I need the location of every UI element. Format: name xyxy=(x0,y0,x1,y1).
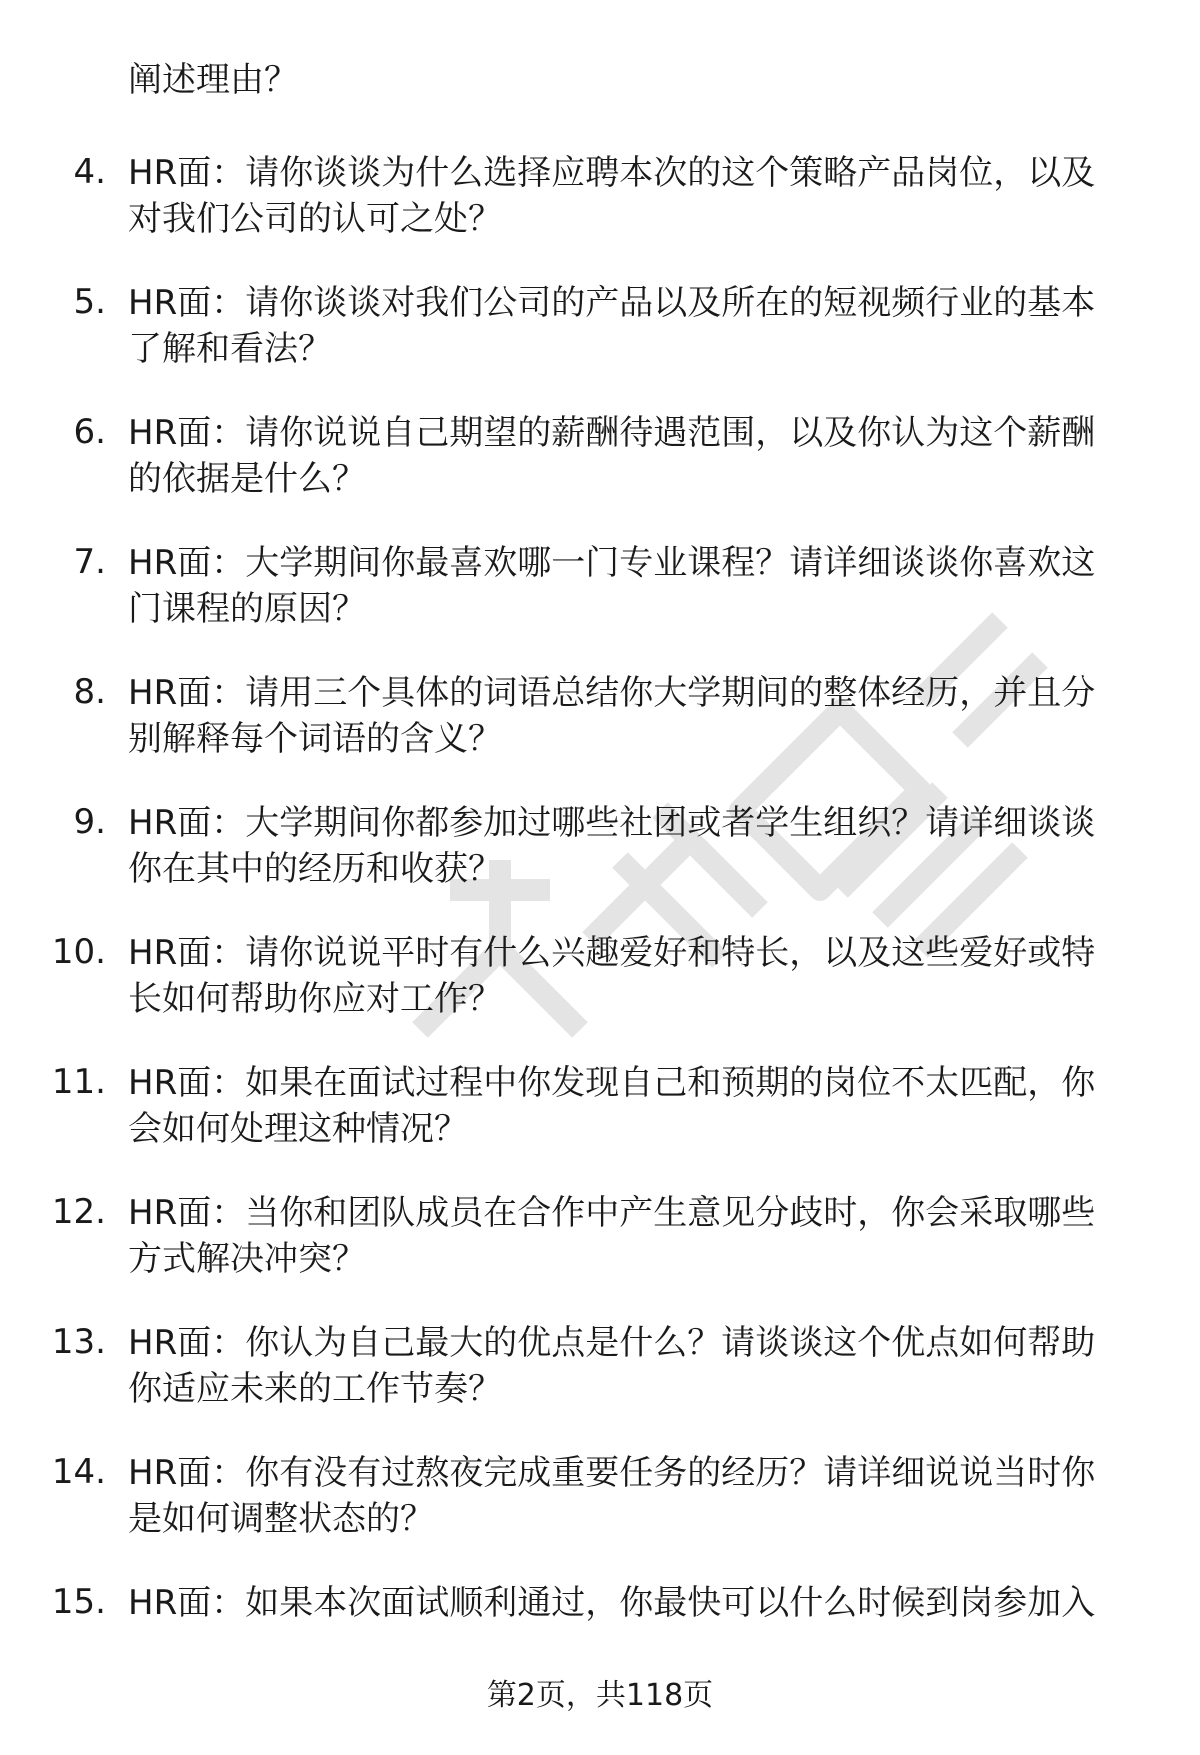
question-item xyxy=(0,800,1200,930)
question-line: 了解和看法？ xyxy=(128,329,332,369)
question-line: HR面：当你和团队成员在合作中产生意见分歧时，你会采取哪些 xyxy=(128,1193,1096,1233)
question-item xyxy=(0,1190,1200,1320)
question-item xyxy=(0,930,1200,1060)
question-item xyxy=(0,280,1200,410)
question-line: 门课程的原因？ xyxy=(128,589,366,629)
question-item xyxy=(0,540,1200,670)
question-line: HR面：请你谈谈对我们公司的产品以及所在的短视频行业的基本 xyxy=(128,283,1096,323)
question-line: HR面：如果本次面试顺利通过，你最快可以什么时候到岗参加入 xyxy=(128,1583,1096,1623)
question-line: 你适应未来的工作节奏？ xyxy=(128,1369,502,1409)
question-text xyxy=(128,1190,1148,1282)
question-line: 别解释每个词语的含义？ xyxy=(128,719,502,759)
question-text xyxy=(128,1450,1148,1542)
question-text xyxy=(128,930,1148,1022)
question-line: HR面：大学期间你都参加过哪些社团或者学生组织？请详细谈谈 xyxy=(128,803,1096,843)
question-number: 10. xyxy=(51,932,106,972)
question-item xyxy=(0,410,1200,540)
question-line: 对我们公司的认可之处？ xyxy=(128,199,502,239)
question-line: HR面：请你谈谈为什么选择应聘本次的这个策略产品岗位，以及 xyxy=(128,153,1096,193)
question-text xyxy=(128,150,1148,242)
page-footer: 第2页，共118页 xyxy=(486,1678,714,1713)
question-item xyxy=(0,1320,1200,1450)
question-line: 的依据是什么？ xyxy=(128,459,366,499)
question-item xyxy=(0,1450,1200,1580)
question-number: 12. xyxy=(51,1192,106,1232)
question-line: HR面：请你说说自己期望的薪酬待遇范围，以及你认为这个薪酬 xyxy=(128,413,1096,453)
question-text xyxy=(128,800,1148,892)
question-line: HR面：请你说说平时有什么兴趣爱好和特长，以及这些爱好或特 xyxy=(128,933,1096,973)
question-text xyxy=(128,540,1148,632)
question-number: 14. xyxy=(51,1452,106,1492)
question-line: 长如何帮助你应对工作？ xyxy=(128,979,502,1019)
question-text xyxy=(128,670,1148,762)
question-number: 15. xyxy=(51,1582,106,1622)
question-line: 会如何处理这种情况？ xyxy=(128,1109,468,1149)
question-number: 7. xyxy=(73,542,106,582)
question-number: 9. xyxy=(73,802,106,842)
question-text xyxy=(128,280,1148,372)
question-line: 是如何调整状态的？ xyxy=(128,1499,434,1539)
question-text xyxy=(128,410,1148,502)
question-line: HR面：如果在面试过程中你发现自己和预期的岗位不太匹配，你 xyxy=(128,1063,1096,1103)
question-number: 11. xyxy=(51,1062,106,1102)
question-number: 4. xyxy=(73,152,106,192)
question-text xyxy=(128,1320,1148,1412)
question-line: HR面：大学期间你最喜欢哪一门专业课程？请详细谈谈你喜欢这 xyxy=(128,543,1096,583)
question-line: HR面：请用三个具体的词语总结你大学期间的整体经历，并且分 xyxy=(128,673,1096,713)
question-line: HR面：你认为自己最大的优点是什么？请谈谈这个优点如何帮助 xyxy=(128,1323,1096,1363)
question-text xyxy=(128,1060,1148,1152)
question-number: 13. xyxy=(51,1322,106,1362)
question-item xyxy=(0,670,1200,800)
question-line: HR面：你有没有过熬夜完成重要任务的经历？请详细说说当时你 xyxy=(128,1453,1096,1493)
question-number: 5. xyxy=(73,282,106,322)
carry-over-text: 阐述理由？ xyxy=(128,60,298,100)
question-number: 6. xyxy=(73,412,106,452)
question-line: 方式解决冲突？ xyxy=(128,1239,366,1279)
question-line: 你在其中的经历和收获？ xyxy=(128,849,502,889)
question-list xyxy=(0,150,1200,1710)
question-item xyxy=(0,150,1200,280)
question-item xyxy=(0,1060,1200,1190)
question-number: 8. xyxy=(73,672,106,712)
question-text xyxy=(128,1580,1148,1626)
